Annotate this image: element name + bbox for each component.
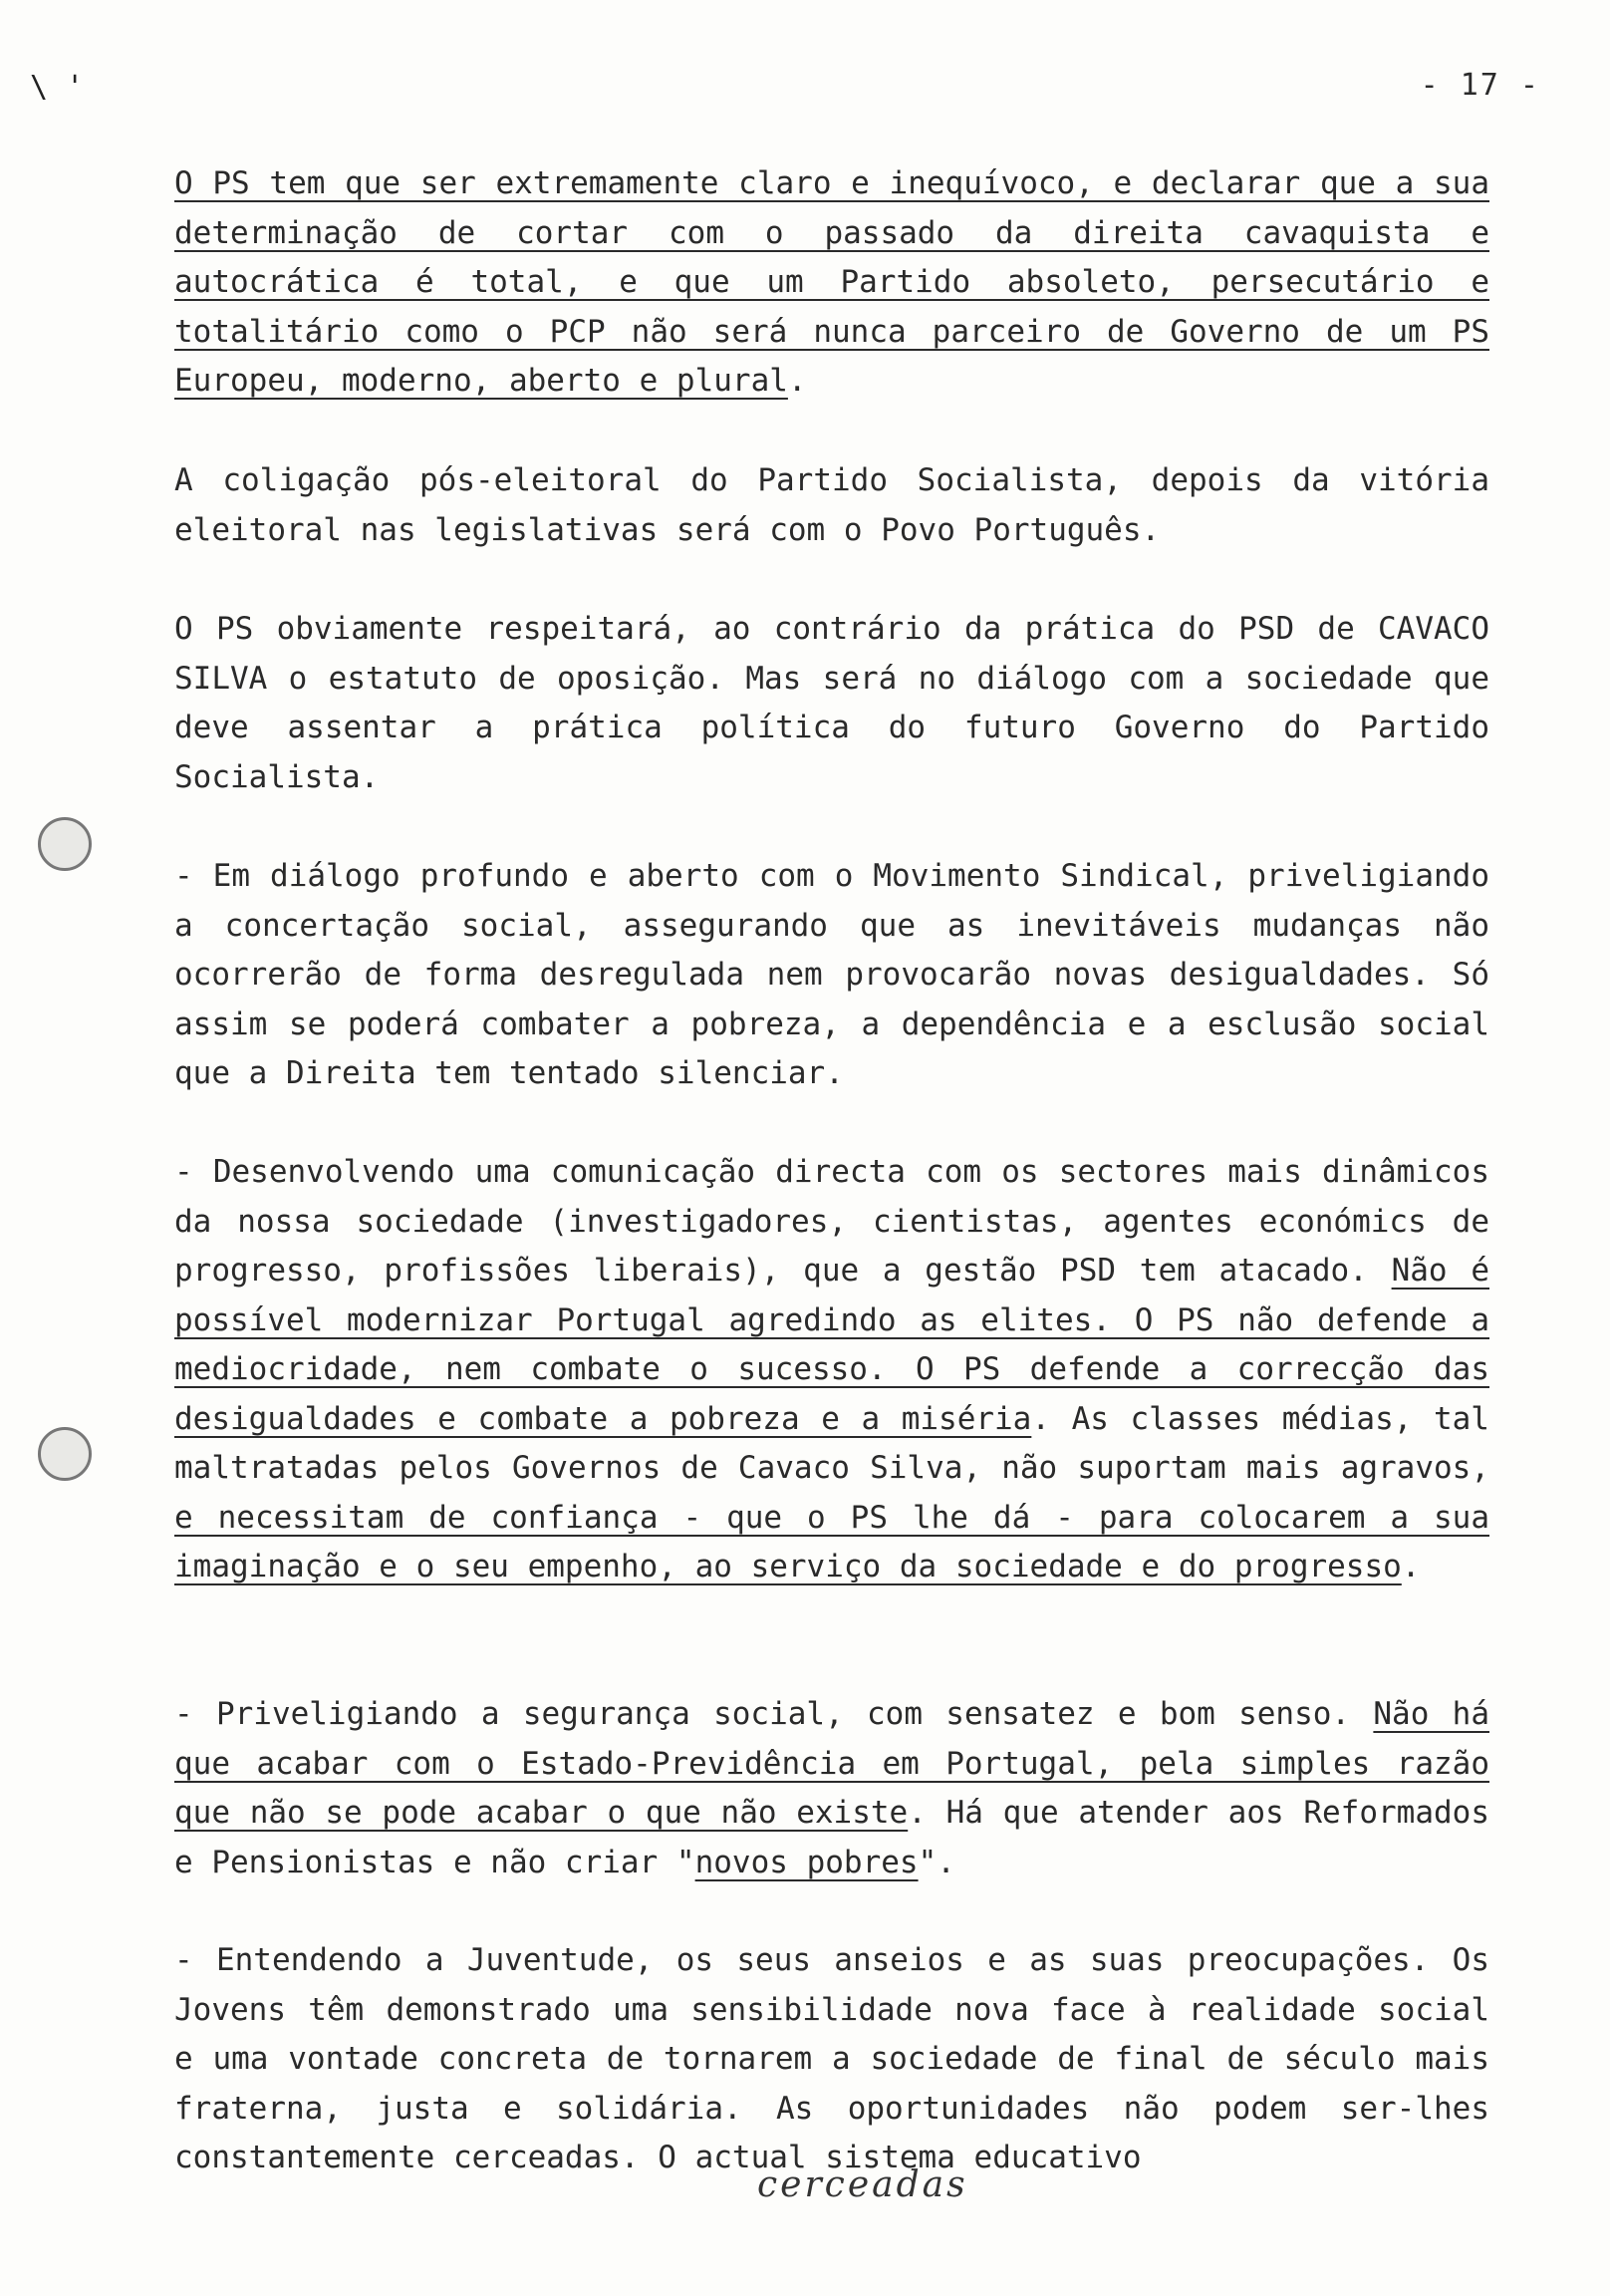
text: . <box>1401 1549 1421 1584</box>
underlined-text: novos pobres <box>694 1844 919 1880</box>
handwritten-note: cerceadas <box>757 2164 968 2205</box>
text: . Há que atender aos Reformados e Pensionistas e não criar " <box>174 1795 1489 1880</box>
paragraph-5 <box>174 1148 1489 1592</box>
paragraph-1 <box>174 159 1489 407</box>
text: - Desenvolvendo uma comunicação directa com os sectores mais dinâmicos da nossa sociedade (investigadores, cientistas, agentes económics de progresso, profissões liberais), que a gestão PSD tem atacado. <box>174 1154 1489 1289</box>
paragraph-4: - Em diálogo profundo e aberto com o Movimento Sindical, priveligiando a concertação social, assegurando que as inevitáveis mudanças não ocorrerão de forma desregulada nem provocarão novas desigualdades. Só assim se poderá combater a pobreza, a dependência e a esclusão social que a Direita tem tentado silenciar. <box>174 858 1489 1091</box>
underlined-text: e necessitam de confiança - que o PS lhe dá - para colocarem a sua imaginação e o seu empenho, ao serviço da sociedade e do progresso <box>174 1499 1489 1584</box>
punch-hole-icon <box>38 817 92 871</box>
underlined-text: Não é possível modernizar Portugal agredindo as elites. O PS não defende a mediocridade, nem combate o sucesso. O PS defende a correcção das desigualdades e combate a pobreza e a miséria <box>174 1253 1489 1437</box>
paragraph-6 <box>174 1690 1489 1887</box>
punch-hole-icon <box>38 1427 92 1481</box>
text: . <box>787 363 807 399</box>
margin-marks: \ ' <box>30 70 85 105</box>
paragraph-7: - Entendendo a Juventude, os seus anseios e as suas preocupações. Os Jovens têm demonstrado uma sensibilidade nova face à realidade social e uma vontade concreta de tornarem a sociedade de final de século mais fraterna, justa e solidária. As oportunidades não podem ser-lhes constantemente cerceadas. O actual sistema educativo <box>174 1942 1489 2175</box>
underlined-text: O PS tem que ser extremamente claro e inequívoco, e declarar que a sua determinação de cortar com o passado da direita cavaquista e autocrática é total, e que um Partido absoleto, persecutário e totalitário como o PCP não será nunca parceiro de Governo de um PS Europeu, moderno, aberto e plural <box>174 165 1489 399</box>
paragraph-2: A coligação pós-eleitoral do Partido Socialista, depois da vitória eleitoral nas legislativas será com o Povo Português. <box>174 462 1489 548</box>
text: - Priveligiando a segurança social, com sensatez e bom senso. <box>174 1696 1374 1732</box>
underlined-text: Não há que acabar com o Estado-Previdência em Portugal, pela simples razão que não se pode acabar o que não existe <box>174 1696 1489 1831</box>
paragraph-3: O PS obviamente respeitará, ao contrário da prática do PSD de CAVACO SILVA o estatuto de oposição. Mas será no diálogo com a sociedade que deve assentar a prática política do futuro Governo do Partido Socialista. <box>174 611 1489 795</box>
text: ". <box>918 1844 955 1880</box>
page-number: - 17 - <box>1420 68 1540 103</box>
text: . As classes médias, tal maltratadas pelos Governos de Cavaco Silva, não suportam mais agravos, <box>174 1400 1489 1486</box>
